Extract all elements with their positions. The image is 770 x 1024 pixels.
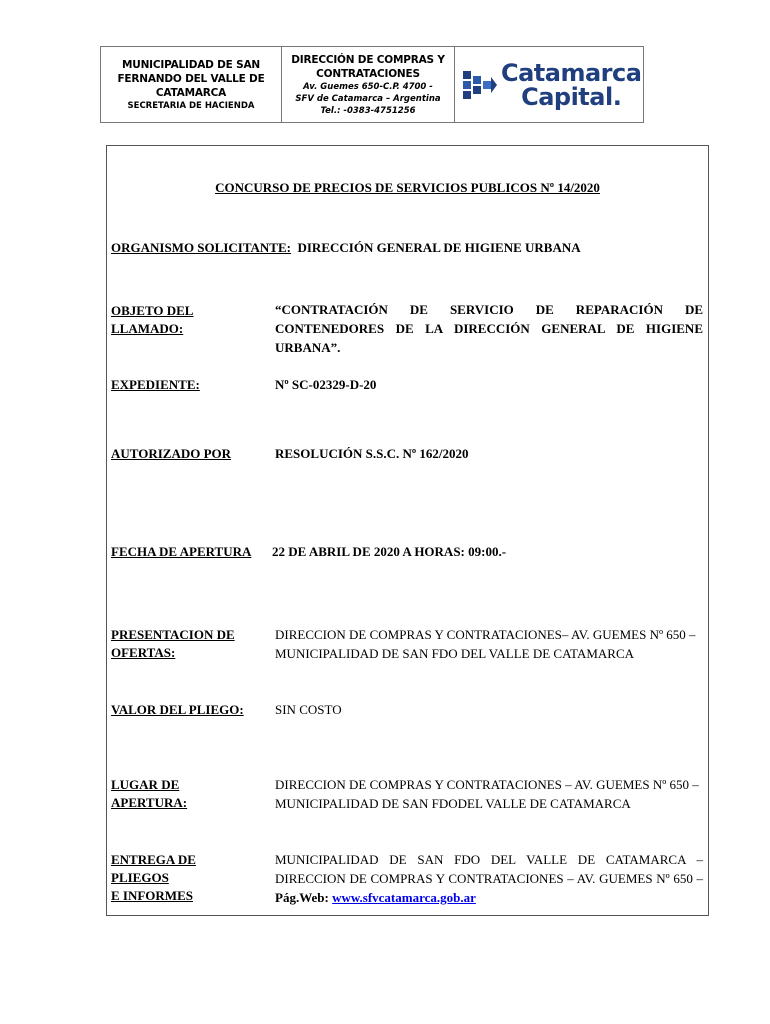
fecha-label: FECHA DE APERTURA xyxy=(111,544,252,559)
lugar-label xyxy=(111,776,187,812)
dept-line: CONTRATACIONES xyxy=(316,67,420,80)
logo-text-line: Capital. xyxy=(521,82,622,111)
organismo-value: DIRECCIÓN GENERAL DE HIGIENE URBANA xyxy=(297,240,581,255)
objeto-label-line: LLAMADO: xyxy=(111,321,184,336)
letterhead-department xyxy=(282,47,455,122)
lugar-label-line: APERTURA: xyxy=(111,795,188,810)
entrega-text: MUNICIPALIDAD DE SAN FDO DEL VALLE DE CATAMARCA – DIRECCION DE COMPRAS Y CONTRATACIONES – AV. GUEMES Nº 650 – xyxy=(275,852,703,886)
fecha-value: 22 DE ABRIL DE 2020 A HORAS: 09:00.- xyxy=(272,544,507,559)
lugar-label-line: LUGAR DE xyxy=(111,777,180,792)
organismo-row xyxy=(111,240,581,256)
dept-address: Av. Guemes 650-C.P. 4700 - xyxy=(303,81,433,92)
letterhead-municipality xyxy=(101,47,282,122)
entrega-label xyxy=(111,851,196,905)
lugar-value xyxy=(275,775,703,813)
website-link[interactable]: www.sfvcatamarca.gob.ar xyxy=(332,890,476,905)
expediente-label: EXPEDIENTE: xyxy=(111,377,200,392)
org-line: FERNANDO DEL VALLE DE xyxy=(117,72,265,85)
objeto-value: “CONTRATACIÓN DE SERVICIO DE REPARACIÓN DE CONTENEDORES DE LA DIRECCIÓN GENERAL DE HIGIENE URBANA”. xyxy=(275,302,703,355)
document-title: CONCURSO DE PRECIOS DE SERVICIOS PUBLICOS Nº 14/2020 xyxy=(215,180,600,195)
dept-line: DIRECCIÓN DE COMPRAS Y xyxy=(291,53,445,66)
letterhead xyxy=(100,46,644,123)
entrega-label-line: ENTREGA DE xyxy=(111,852,196,867)
entrega-label-line: PLIEGOS xyxy=(111,870,169,885)
web-label: Pág.Web: xyxy=(275,890,329,905)
dept-phone: Tel.: -0383-4751256 xyxy=(320,105,416,116)
lugar-value-line: MUNICIPALIDAD DE SAN FDODEL VALLE DE CATAMARCA xyxy=(275,796,631,811)
organismo-label: ORGANISMO SOLICITANTE: xyxy=(111,240,291,255)
objeto-label-line: OBJETO DEL xyxy=(111,303,194,318)
org-line: MUNICIPALIDAD DE SAN xyxy=(122,58,260,71)
lugar-value-line: DIRECCION DE COMPRAS Y CONTRATACIONES – AV. GUEMES Nº 650 – xyxy=(275,777,699,792)
dept-city: SFV de Catamarca – Argentina xyxy=(295,93,441,104)
presentacion-value: DIRECCION DE COMPRAS Y CONTRATACIONES– AV. GUEMES Nº 650 – MUNICIPALIDAD DE SAN FDO DEL VALLE DE CATAMARCA xyxy=(275,627,696,661)
valor-value: SIN COSTO xyxy=(275,702,342,717)
logo-text-line: Catamarca xyxy=(501,58,642,87)
catamarca-capital-logo xyxy=(455,47,643,122)
org-line: CATAMARCA xyxy=(155,86,227,99)
autorizado-value: RESOLUCIÓN S.S.C. Nº 162/2020 xyxy=(275,446,469,461)
objeto-label xyxy=(111,302,193,338)
presentacion-label xyxy=(111,626,235,662)
expediente-value: Nº SC-02329-D-20 xyxy=(275,377,377,392)
entrega-label-line: E INFORMES xyxy=(111,888,193,903)
org-subtitle: SECRETARIA DE HACIENDA xyxy=(127,100,255,111)
logo-mark-icon xyxy=(463,63,497,107)
presentacion-label-line: PRESENTACION DE xyxy=(111,627,235,642)
entrega-value xyxy=(275,850,703,907)
valor-label: VALOR DEL PLIEGO: xyxy=(111,702,244,717)
autorizado-label: AUTORIZADO POR xyxy=(111,446,232,461)
presentacion-label-line: OFERTAS: xyxy=(111,645,176,660)
